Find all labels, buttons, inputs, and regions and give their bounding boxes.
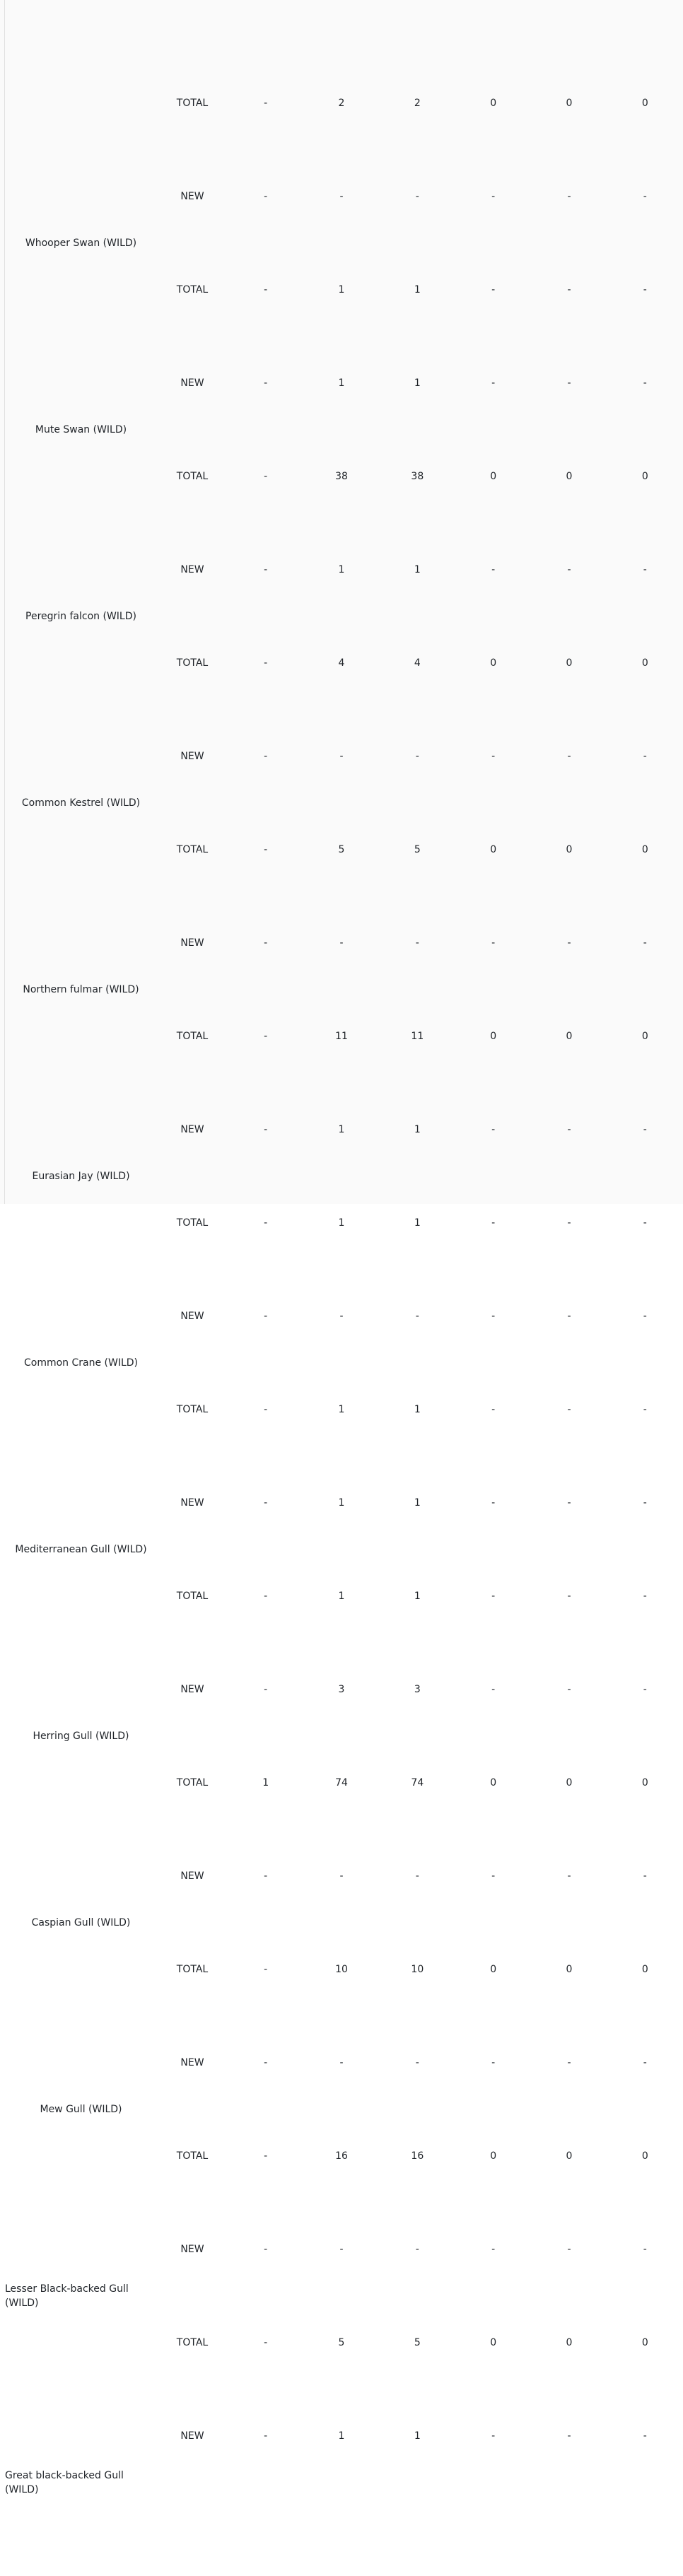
species-name: Northern fulmar (WILD) [23, 984, 139, 995]
cell-value: - [491, 2057, 496, 2068]
cell-value: 0 [490, 657, 497, 669]
cell-value: 0 [641, 844, 648, 855]
table-row-new [5, 1456, 683, 1550]
cell-value: 0 [641, 2150, 648, 2162]
cell-value: - [339, 2057, 344, 2068]
cell-value: - [339, 937, 344, 949]
cell-value: - [567, 564, 571, 575]
cell-value: 1 [338, 1217, 345, 1229]
cell-value: - [264, 2057, 268, 2068]
cell-value: - [567, 1217, 571, 1229]
cell-value: 1 [338, 1404, 345, 1415]
row-type-new: NEW [180, 1497, 204, 1509]
cell-value: - [415, 1870, 419, 1882]
cell-value: - [264, 564, 268, 575]
cell-value: 1 [414, 1591, 421, 1602]
table-row-new [5, 2016, 683, 2109]
cell-value: - [264, 1217, 268, 1229]
cell-value [607, 0, 683, 57]
row-type-total: TOTAL [176, 471, 209, 482]
cell-value: 1 [338, 1497, 345, 1509]
species-name: Whooper Swan (WILD) [25, 238, 137, 249]
cell-value: 38 [335, 471, 348, 482]
cell-value: - [567, 937, 571, 949]
cell-value: 1 [414, 1217, 421, 1229]
cell-value: - [264, 1031, 268, 1042]
cell-value: - [264, 1497, 268, 1509]
row-type-new: NEW [180, 564, 204, 575]
cell-value: - [264, 191, 268, 202]
cell-value: - [567, 1870, 571, 1882]
species-name: Great black-backed Gull (WILD) [5, 2470, 124, 2495]
table-row-new [5, 0, 683, 57]
cell-value: - [491, 1124, 496, 1135]
row-type-total: TOTAL [176, 2150, 209, 2162]
cell-value: - [491, 1404, 496, 1415]
cell-value: - [264, 1124, 268, 1135]
row-type-new: NEW [180, 937, 204, 949]
cell-value: - [567, 1311, 571, 1322]
cell-value: 4 [338, 657, 345, 669]
cell-value: 0 [566, 1777, 573, 1788]
cell-value: - [264, 284, 268, 295]
cell-value: 3 [338, 1684, 345, 1695]
cell-value: - [567, 751, 571, 762]
cell-value: - [643, 2057, 647, 2068]
species-name: Mute Swan (WILD) [35, 424, 127, 435]
cell-value: - [491, 564, 496, 575]
cell-value: 0 [566, 844, 573, 855]
row-type-new: NEW [180, 1870, 204, 1882]
row-type-total: TOTAL [176, 1591, 209, 1602]
species-name: Lesser Black-backed Gull (WILD) [5, 2283, 129, 2309]
row-type-total: TOTAL [176, 1031, 209, 1042]
cell-value: - [643, 937, 647, 949]
species-name: Eurasian Jay (WILD) [32, 1171, 130, 1182]
cell-value: - [415, 2244, 419, 2255]
species-name: Mew Gull (WILD) [40, 2104, 122, 2115]
species-name: Caspian Gull (WILD) [31, 1917, 131, 1928]
cell-value: 74 [411, 1777, 424, 1788]
row-type-new: NEW [180, 1124, 204, 1135]
cell-value: - [264, 844, 268, 855]
cell-value: 0 [490, 98, 497, 109]
row-type-total: TOTAL [176, 98, 209, 109]
cell-value: 38 [411, 471, 424, 482]
row-type-new: NEW [180, 2057, 204, 2068]
cell-value: - [491, 1217, 496, 1229]
row-type-total: TOTAL [176, 1404, 209, 1415]
cell-value: - [567, 2430, 571, 2442]
cell-value: - [339, 1870, 344, 1882]
cell-value: - [415, 191, 419, 202]
cell-value: 1 [414, 284, 421, 295]
cell-value: - [643, 1684, 647, 1695]
cell-value [303, 0, 379, 57]
cell-value: - [339, 751, 344, 762]
cell-value: 16 [335, 2150, 348, 2162]
cell-value [380, 2483, 455, 2576]
cell-value [228, 2483, 303, 2576]
row-type-new: NEW [180, 2244, 204, 2255]
cell-value: 0 [490, 844, 497, 855]
cell-value: - [491, 377, 496, 389]
cell-value: - [491, 1497, 496, 1509]
row-type-total: TOTAL [176, 657, 209, 669]
cell-value: - [415, 1311, 419, 1322]
cell-value: 1 [414, 1404, 421, 1415]
cell-value: - [264, 2150, 268, 2162]
row-type-total: TOTAL [176, 1217, 209, 1229]
table-row-new [5, 896, 683, 990]
cell-value: - [643, 2244, 647, 2255]
cell-value: 74 [335, 1777, 348, 1788]
cell-value: 0 [490, 1964, 497, 1975]
species-outbreak-table [5, 0, 683, 2576]
cell-value: 0 [566, 657, 573, 669]
cell-value: 0 [566, 1964, 573, 1975]
row-type-new: NEW [180, 191, 204, 202]
cell-value: 0 [490, 1777, 497, 1788]
cell-value [228, 0, 303, 57]
cell-value: 10 [335, 1964, 348, 1975]
cell-value: 1 [338, 564, 345, 575]
cell-value [531, 0, 607, 57]
cell-value: 1 [262, 1777, 269, 1788]
cell-value: - [415, 937, 419, 949]
cell-value: - [491, 937, 496, 949]
cell-value: - [491, 284, 496, 295]
cell-value: - [643, 1217, 647, 1229]
table-row-new [5, 710, 683, 803]
cell-value: 1 [338, 377, 345, 389]
cell-value: 4 [414, 657, 421, 669]
table-body [5, 0, 683, 2576]
species-name: Herring Gull (WILD) [33, 1731, 129, 1742]
cell-value [607, 2483, 683, 2576]
cell-value: 0 [566, 98, 573, 109]
species-name: Common Kestrel (WILD) [21, 797, 141, 809]
cell-value: - [339, 2244, 344, 2255]
cell-value: 0 [490, 1031, 497, 1042]
species-name: Mediterranean Gull (WILD) [15, 1544, 147, 1555]
cell-value: - [643, 191, 647, 202]
cell-value: 0 [641, 1777, 648, 1788]
cell-value: - [567, 2244, 571, 2255]
cell-value: 0 [641, 2337, 648, 2348]
species-name: Peregrin falcon (WILD) [25, 611, 136, 622]
cell-value: - [339, 1311, 344, 1322]
cell-value: 0 [566, 471, 573, 482]
cell-value: - [415, 751, 419, 762]
cell-value: - [567, 191, 571, 202]
cell-value: - [643, 1124, 647, 1135]
cell-value: - [264, 2337, 268, 2348]
cell-value: - [491, 2244, 496, 2255]
cell-value: - [567, 1591, 571, 1602]
cell-value: - [264, 751, 268, 762]
cell-value: - [643, 377, 647, 389]
row-type-total: TOTAL [176, 2337, 209, 2348]
cell-value: - [264, 1870, 268, 1882]
row-type-new [157, 0, 228, 57]
cell-value: - [567, 2057, 571, 2068]
cell-value [455, 0, 531, 57]
cell-value: 16 [411, 2150, 424, 2162]
row-type-new: NEW [180, 2430, 204, 2442]
table-row-new [5, 1643, 683, 1736]
cell-value: 0 [641, 1031, 648, 1042]
cell-value: - [491, 751, 496, 762]
cell-value: 5 [338, 844, 345, 855]
row-type-total: TOTAL [176, 284, 209, 295]
row-type-new: NEW [180, 751, 204, 762]
cell-value: 5 [414, 2337, 421, 2348]
row-type-total: TOTAL [176, 1777, 209, 1788]
cell-value: 1 [338, 1591, 345, 1602]
cell-value: - [491, 191, 496, 202]
cell-value: - [264, 937, 268, 949]
table-row-new [5, 336, 683, 430]
cell-value: 5 [414, 844, 421, 855]
cell-value: 11 [335, 1031, 348, 1042]
cell-value: - [643, 1497, 647, 1509]
cell-value: - [264, 1964, 268, 1975]
cell-value: 1 [338, 1124, 345, 1135]
cell-value: - [264, 377, 268, 389]
cell-value: - [567, 377, 571, 389]
cell-value: - [491, 2430, 496, 2442]
cell-value: 1 [338, 2430, 345, 2442]
cell-value: 0 [641, 98, 648, 109]
row-type-total: TOTAL [176, 844, 209, 855]
table-row-new [5, 2203, 683, 2296]
cell-value: - [567, 1497, 571, 1509]
cell-value: 0 [566, 1031, 573, 1042]
cell-value: 0 [490, 2150, 497, 2162]
cell-value: 1 [414, 2430, 421, 2442]
cell-value: - [264, 2430, 268, 2442]
cell-value: - [491, 1870, 496, 1882]
species-name: Common Crane (WILD) [23, 1357, 139, 1369]
row-type-total [157, 2483, 228, 2576]
cell-value: - [491, 1591, 496, 1602]
table-row-new [5, 1829, 683, 1923]
row-type-new: NEW [180, 377, 204, 389]
cell-value: - [643, 1591, 647, 1602]
cell-value: 1 [414, 1124, 421, 1135]
cell-value: 2 [338, 98, 345, 109]
cell-value: 1 [414, 1497, 421, 1509]
cell-value: - [567, 1404, 571, 1415]
table-row-new [5, 523, 683, 616]
cell-value: 10 [411, 1964, 424, 1975]
cell-value: - [567, 1124, 571, 1135]
cell-value: - [264, 2244, 268, 2255]
cell-value: - [643, 564, 647, 575]
cell-value: - [264, 98, 268, 109]
cell-value: - [264, 471, 268, 482]
table-row-new [5, 1270, 683, 1363]
table-row-new [5, 150, 683, 243]
cell-value: 11 [411, 1031, 424, 1042]
cell-value: 0 [641, 657, 648, 669]
cell-value [380, 0, 455, 57]
species-name [5, 0, 157, 150]
cell-value: - [643, 751, 647, 762]
cell-value: - [643, 1311, 647, 1322]
row-type-total: TOTAL [176, 1964, 209, 1975]
cell-value: 1 [414, 564, 421, 575]
cell-value: 5 [338, 2337, 345, 2348]
cell-value: - [264, 1684, 268, 1695]
cell-value: - [643, 1404, 647, 1415]
cell-value: - [264, 657, 268, 669]
cell-value: - [415, 2057, 419, 2068]
cell-value: - [491, 1311, 496, 1322]
cell-value: 2 [414, 98, 421, 109]
cell-value: - [567, 1684, 571, 1695]
cell-value: - [643, 1870, 647, 1882]
cell-value: 0 [566, 2150, 573, 2162]
cell-value: 0 [641, 1964, 648, 1975]
cell-value: - [264, 1404, 268, 1415]
cell-value: 0 [490, 471, 497, 482]
cell-value: 1 [414, 377, 421, 389]
cell-value: - [643, 284, 647, 295]
row-type-new: NEW [180, 1311, 204, 1322]
cell-value: - [643, 2430, 647, 2442]
table-row-new [5, 1083, 683, 1176]
cell-value: - [339, 191, 344, 202]
cell-value: - [567, 284, 571, 295]
cell-value: - [491, 1684, 496, 1695]
cell-value: 0 [566, 2337, 573, 2348]
cell-value [455, 2483, 531, 2576]
cell-value [531, 2483, 607, 2576]
cell-value: 0 [490, 2337, 497, 2348]
row-type-new: NEW [180, 1684, 204, 1695]
cell-value: 0 [641, 471, 648, 482]
cell-value: - [264, 1311, 268, 1322]
table-row-new [5, 2389, 683, 2483]
cell-value [303, 2483, 379, 2576]
cell-value: - [264, 1591, 268, 1602]
cell-value: 1 [338, 284, 345, 295]
cell-value: 3 [414, 1684, 421, 1695]
